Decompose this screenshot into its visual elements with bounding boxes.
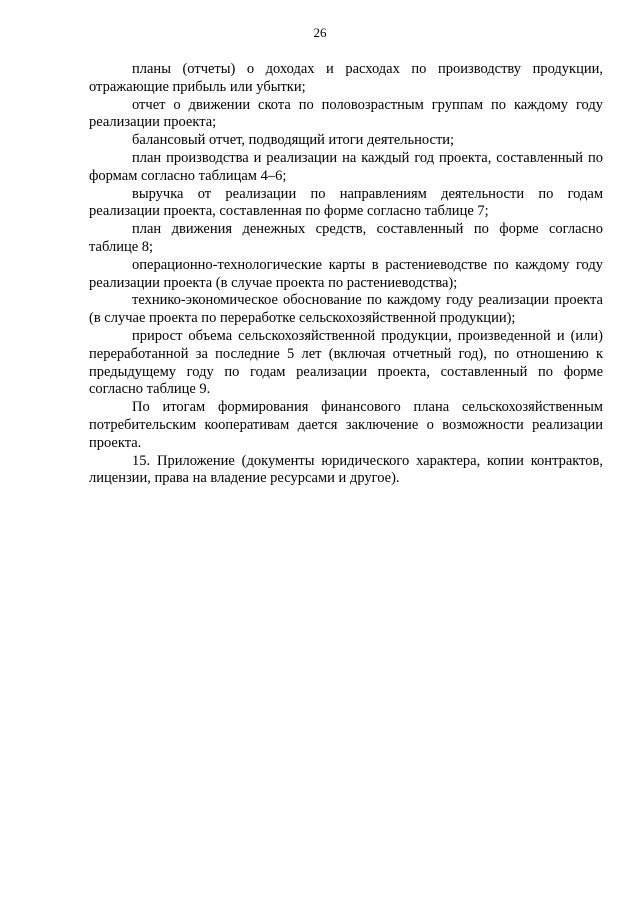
paragraph-income-expense-plans: планы (отчеты) о доходах и расходах по производству продукции, отражающие прибыль или убытки; — [89, 61, 603, 95]
paragraph-revenue: выручка от реализации по направлениям деятельности по годам реализации проекта, составленная по форме согласно таблице 7; — [89, 185, 603, 220]
paragraph-conclusion: По итогам формирования финансового плана сельскохозяйственным потребительским кооперативам дается заключение о возможности реализации проекта. — [89, 399, 603, 451]
paragraph-appendix: 15. Приложение (документы юридического характера, копии контрактов, лицензии, права на владение ресурсами и другое). — [89, 452, 603, 487]
paragraph-production-growth: прирост объема сельскохозяйственной продукции, произведенной и (или) переработанной за последние 5 лет (включая отчетный год), по отношению к предыдущему году по годам реализации проекта, составленный по форме согласно таблице 9. — [89, 327, 603, 398]
document-body — [89, 61, 603, 488]
paragraph-cash-flow-plan: план движения денежных средств, составленный по форме согласно таблице 8; — [89, 221, 603, 255]
paragraph-production-plan: план производства и реализации на каждый год проекта, составленный по формам согласно таблицам 4–6; — [89, 149, 603, 184]
paragraph-technological-maps: операционно-технологические карты в растениеводстве по каждому году реализации проекта (в случае проекта по растениеводства); — [89, 256, 603, 291]
paragraph-livestock-movement-report: отчет о движении скота по половозрастным группам по каждому году реализации проекта; — [89, 96, 603, 131]
paragraph-feasibility-study: технико-экономическое обоснование по каждому году реализации проекта (в случае проекта по переработке сельскохозяйственной продукции); — [89, 292, 603, 327]
paragraph-balance-sheet: балансовый отчет, подводящий итоги деятельности; — [132, 132, 455, 149]
page-number: 26 — [313, 25, 327, 40]
